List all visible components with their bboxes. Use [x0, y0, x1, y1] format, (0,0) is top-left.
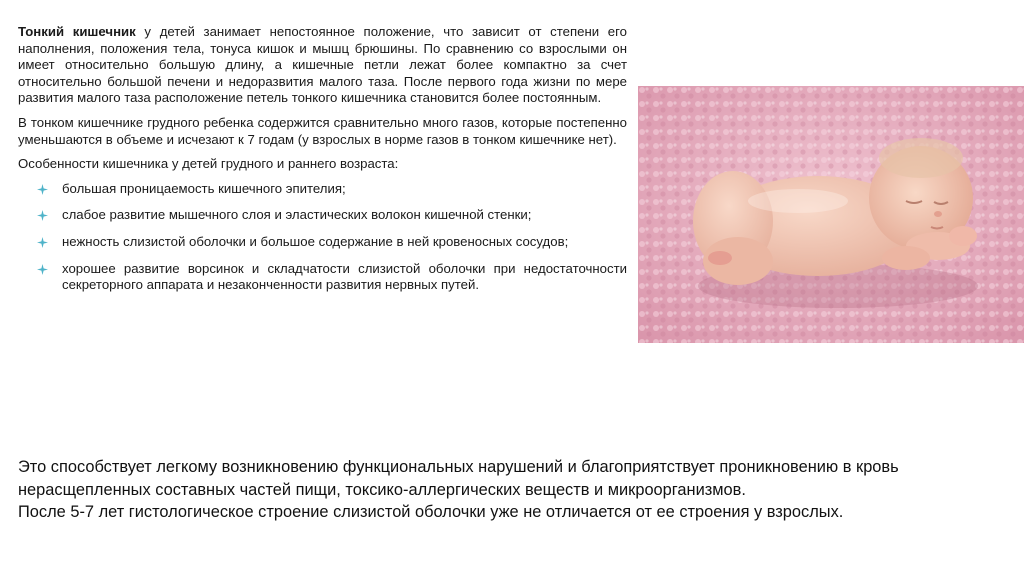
baby-photo [638, 86, 1024, 343]
bullet-text: большая проницаемость кишечного эпителия; [62, 180, 346, 196]
diamond-bullet-icon [37, 237, 48, 248]
bullet-text: нежность слизистой оболочки и большое содержание в ней кровеносных сосудов; [62, 233, 569, 249]
gas-paragraph: В тонком кишечнике грудного ребенка содержится сравнительно много газов, которые постепенно уменьшаются в объеме и исчезают к 7 годам (у взрослых в норме газов в тонком кишечнике нет). [18, 114, 627, 147]
diamond-bullet-icon [37, 264, 48, 275]
features-list [18, 181, 627, 294]
diamond-bullet-icon [37, 184, 48, 195]
intro-bold-term: Тонкий кишечник [18, 24, 136, 39]
bullet-text: слабое развитие мышечного слоя и эластических волокон кишечной стенки; [62, 207, 532, 223]
bottom-text [18, 456, 1018, 524]
conclusion-line-1: Это способствует легкому возникновению функциональных нарушений и благоприятствует проникновению в кровь нерасщепленных составных частей пищи, токсико-аллергических веществ и микроорганизмов. [18, 458, 899, 499]
list-item [18, 234, 627, 251]
features-heading: Особенности кишечника у детей грудного и раннего возраста: [18, 156, 399, 172]
list-item [18, 181, 627, 198]
intro-text: у детей занимает непостоянное положение, что зависит от степени его наполнения, положения тела, тонуса кишок и мышц брюшины. По сравнению со взрослыми он имеет относительно большую длину, а кишечные петли лежат более компактно за счет относительно большой печени и недоразвития малого таза. После первого года жизни по мере развития малого таза расположение петель тонкого кишечника становится более постоянным. [18, 24, 627, 106]
list-item [18, 207, 627, 224]
text-column [18, 24, 627, 304]
list-item [18, 261, 627, 294]
intro-paragraph [18, 24, 627, 107]
diamond-bullet-icon [37, 210, 48, 221]
bullet-text: хорошее развитие ворсинок и складчатости слизистой оболочки при недостаточности секреторного аппарата и незаконченности развития нервных путей. [62, 260, 627, 293]
conclusion-line-2: После 5-7 лет гистологическое строение слизистой оболочки уже не отличается от ее строения у взрослых. [18, 503, 844, 522]
